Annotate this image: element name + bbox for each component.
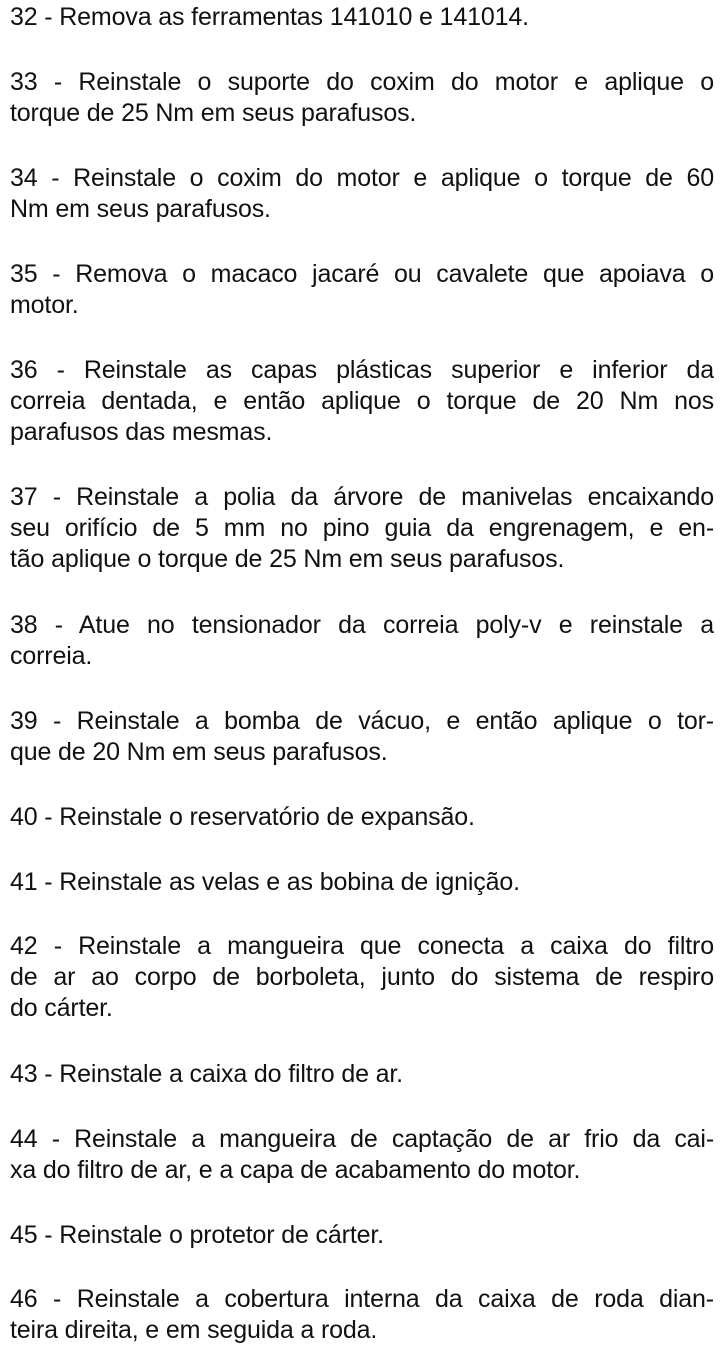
step-32 [10, 2, 714, 33]
step-40 [10, 802, 714, 833]
step-line: correia. [10, 642, 93, 670]
step-line: 40 - Reinstale o reservatório de expansão. [10, 803, 475, 831]
step-line: que de 20 Nm em seus parafusos. [10, 738, 388, 766]
step-45 [10, 1220, 714, 1251]
step-line: 33 - Reinstale o suporte do coxim do motor e aplique o [10, 68, 714, 96]
step-line: 45 - Reinstale o protetor de cárter. [10, 1221, 384, 1249]
step-line: tão aplique o torque de 25 Nm em seus parafusos. [10, 545, 565, 573]
step-35 [10, 259, 714, 321]
step-34 [10, 163, 714, 225]
step-44 [10, 1124, 714, 1186]
step-line: 34 - Reinstale o coxim do motor e aplique o torque de 60 [10, 164, 714, 192]
step-line: 42 - Reinstale a mangueira que conecta a caixa do filtro [10, 932, 714, 960]
step-line: 43 - Reinstale a caixa do filtro de ar. [10, 1060, 403, 1088]
step-line: parafusos das mesmas. [10, 418, 273, 446]
step-line: torque de 25 Nm em seus parafusos. [10, 99, 417, 127]
step-42 [10, 931, 714, 1024]
step-line: 46 - Reinstale a cobertura interna da caixa de roda dian- [10, 1285, 714, 1313]
step-line: Nm em seus parafusos. [10, 195, 271, 223]
step-line: teira direita, e em seguida a roda. [10, 1316, 378, 1344]
step-33 [10, 67, 714, 129]
step-line: do cárter. [10, 994, 113, 1022]
step-43 [10, 1059, 714, 1090]
step-39 [10, 706, 714, 768]
step-line: 35 - Remova o macaco jacaré ou cavalete que apoiava o [10, 260, 714, 288]
step-line: correia dentada, e então aplique o torque de 20 Nm nos [10, 387, 714, 415]
step-line: seu orifício de 5 mm no pino guia da engrenagem, e en- [10, 514, 714, 542]
step-line: 38 - Atue no tensionador da correia poly-v e reinstale a [10, 611, 714, 639]
step-46 [10, 1284, 714, 1346]
step-line: 36 - Reinstale as capas plásticas superior e inferior da [10, 356, 714, 384]
step-line: motor. [10, 291, 79, 319]
step-line: 39 - Reinstale a bomba de vácuo, e então aplique o tor- [10, 707, 714, 735]
step-line: 32 - Remova as ferramentas 141010 e 141014. [10, 3, 529, 31]
step-37 [10, 482, 714, 575]
step-line: de ar ao corpo de borboleta, junto do sistema de respiro [10, 963, 714, 991]
step-line: 37 - Reinstale a polia da árvore de manivelas encaixando [10, 483, 714, 511]
step-line: 44 - Reinstale a mangueira de captação de ar frio da cai- [10, 1125, 714, 1153]
step-38 [10, 610, 714, 672]
step-41 [10, 867, 714, 898]
step-line: xa do filtro de ar, e a capa de acabamento do motor. [10, 1156, 581, 1184]
step-36 [10, 355, 714, 448]
step-line: 41 - Reinstale as velas e as bobina de ignição. [10, 868, 520, 896]
